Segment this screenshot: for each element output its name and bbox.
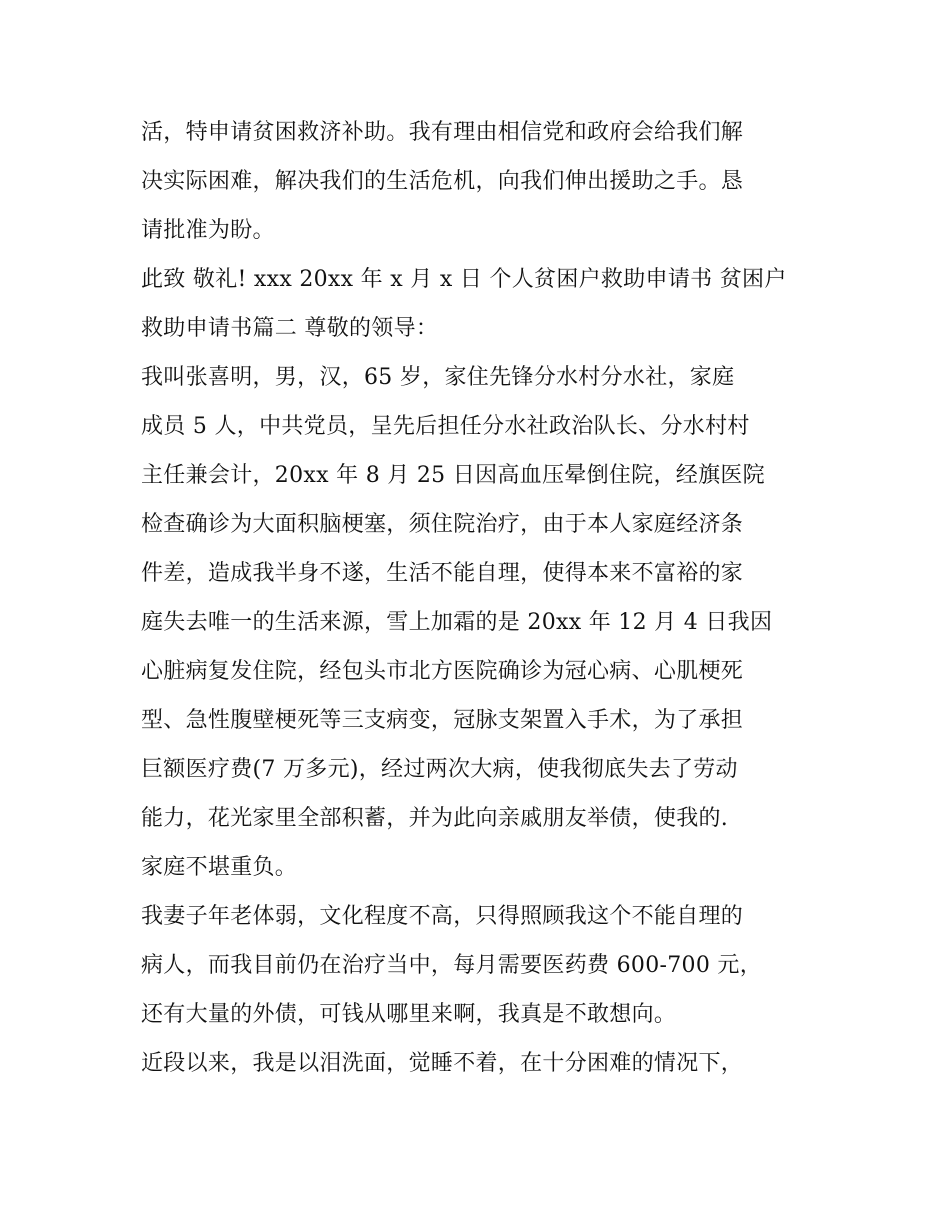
text-line: 心脏病复发住院，经包头市北方医院确诊为冠心病、心肌梗死 — [141, 659, 744, 684]
text-line: 近段以来，我是以泪洗面，觉睡不着，在十分困难的情况下， — [141, 1051, 744, 1076]
text-line: 决实际困难，解决我们的生活危机，向我们伸出援助之手。恳 — [141, 169, 744, 194]
text-line: 家庭不堪重负。 — [141, 855, 298, 880]
text-line: 型、急性腹壁梗死等三支病变，冠脉支架置入手术，为了承担 — [141, 708, 744, 733]
text-line: 件差，造成我半身不遂，生活不能自理，使得本来不富裕的家 — [141, 561, 744, 586]
text-line: 我妻子年老体弱，文化程度不高，只得照顾我这个不能自理的 — [141, 904, 744, 929]
text-line: 还有大量的外债，可钱从哪里来啊，我真是不敢想向。 — [141, 1002, 677, 1027]
text-line: 此致 敬礼! xxx 20xx 年 x 月 x 日 个人贫困户救助申请书 贫困户 — [141, 267, 787, 292]
text-line: 能力，花光家里全部积蓄，并为此向亲戚朋友举债，使我的. — [141, 806, 729, 831]
text-line: 活，特申请贫困救济补助。我有理由相信党和政府会给我们解 — [141, 120, 744, 145]
text-line: 巨额医疗费(7 万多元)，经过两次大病，使我彻底失去了劳动 — [141, 757, 738, 782]
text-line: 请批准为盼。 — [141, 218, 275, 243]
text-line: 病人，而我目前仍在治疗当中，每月需要医药费 600-700 元， — [141, 953, 763, 978]
text-line: 主任兼会计，20xx 年 8 月 25 日因高血压晕倒住院，经旗医院 — [141, 463, 765, 488]
text-line: 救助申请书篇二 尊敬的领导： — [141, 316, 439, 341]
text-line: 我叫张喜明，男，汉，65 岁，家住先锋分水村分水社，家庭 — [141, 365, 735, 390]
text-line: 成员 5 人，中共党员，呈先后担任分水社政治队长、分水村村 — [141, 414, 750, 439]
document-body — [141, 108, 821, 1088]
text-line: 庭失去唯一的生活来源，雪上加霜的是 20xx 年 12 月 4 日我因 — [141, 610, 773, 635]
text-line: 检查确诊为大面积脑梗塞，须住院治疗，由于本人家庭经济条 — [141, 512, 744, 537]
